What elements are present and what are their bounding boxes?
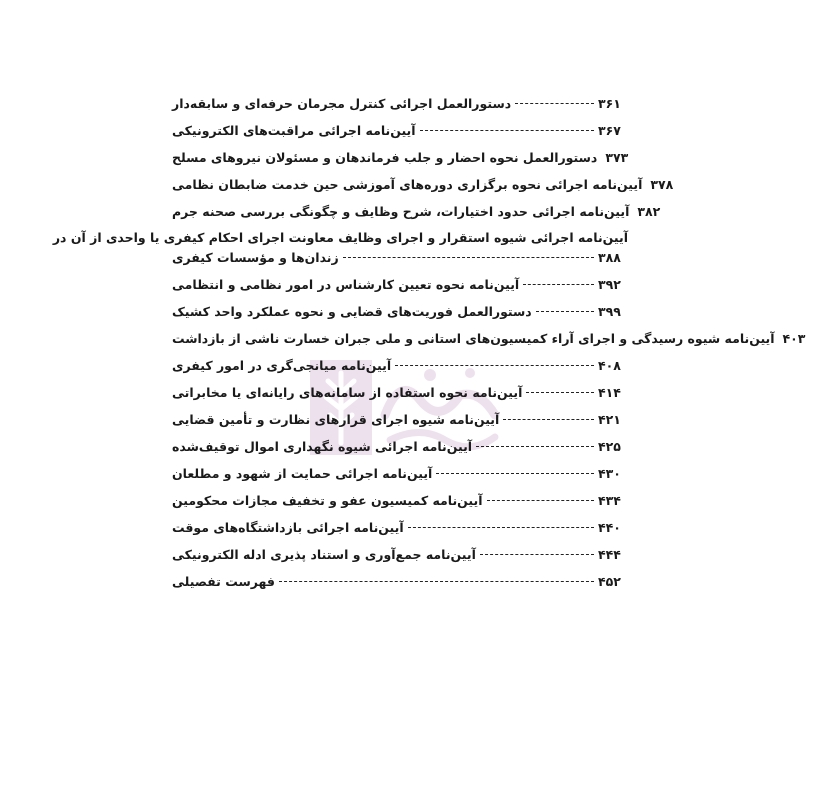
toc-entry-page: ۴۰۸ — [598, 357, 621, 373]
toc-entry-title: آیین‌نامه شیوه اجرای قرارهای نظارت و تأمین قضایی — [172, 411, 500, 427]
toc-entry-title: آیین‌نامه نحوه تعیین کارشناس در امور نظامی و انتظامی — [172, 276, 520, 292]
toc-entry-title: آیین‌نامه اجرائی بازداشتگاه‌های موقت — [172, 519, 404, 535]
dot-leader — [503, 419, 594, 420]
dot-leader — [526, 392, 594, 393]
toc-entry-title: آیین‌نامه اجرائی حمایت از شهود و مطلعان — [172, 465, 433, 481]
toc-entry[interactable] — [172, 352, 628, 378]
toc-entry[interactable] — [172, 198, 661, 224]
toc-entry-title: فهرست تفصیلی — [172, 573, 275, 589]
dot-leader — [279, 581, 594, 582]
toc-entry[interactable] — [172, 171, 674, 197]
dot-leader — [420, 130, 594, 131]
toc-entry-page: ۴۰۳ — [782, 330, 806, 346]
toc-entry-page: ۳۸۲ — [637, 203, 661, 219]
dot-leader — [480, 554, 594, 555]
toc-entry[interactable] — [172, 117, 628, 143]
toc-entry-page: ۳۹۹ — [598, 303, 621, 319]
toc-entry-title-continued: زندان‌ها و مؤسسات کیفری — [172, 249, 339, 265]
toc-entry[interactable] — [172, 271, 628, 297]
toc-entry[interactable] — [172, 460, 628, 486]
dot-leader — [476, 446, 594, 447]
toc-entry-page: ۴۱۴ — [598, 384, 621, 400]
toc-entry[interactable] — [172, 406, 628, 432]
toc-entry-page: ۳۶۱ — [598, 95, 621, 111]
toc-entry[interactable] — [172, 244, 628, 270]
toc-entry-title: دستورالعمل اجرائی کنترل مجرمان حرفه‌ای و سابقه‌دار — [172, 95, 512, 111]
dot-leader — [343, 257, 594, 258]
toc-entry[interactable] — [172, 541, 628, 567]
toc-entry-page: ۳۶۷ — [598, 122, 621, 138]
toc-entry[interactable] — [172, 298, 628, 324]
toc-entry-title: دستورالعمل نحوه احضار و جلب فرماندهان و مسئولان نیروهای مسلح — [172, 149, 598, 165]
dot-leader — [487, 500, 595, 501]
toc-entry[interactable] — [172, 144, 628, 170]
toc-entry-title: آیین‌نامه میانجی‌گری در امور کیفری — [172, 357, 392, 373]
toc-entry-title: دستورالعمل فوریت‌های قضایی و نحوه عملکرد واحد کشیک — [172, 303, 532, 319]
toc-entry-title: آیین‌نامه شیوه رسیدگی و اجرای آراء کمیسیون‌های استانی و ملی جبران خسارت ناشی از بازداشت — [172, 330, 775, 346]
toc-entry-page: ۴۳۰ — [598, 465, 621, 481]
toc-entry-title: آیین‌نامه نحوه استفاده از سامانه‌های رایانه‌ای یا مخابراتی — [172, 384, 523, 400]
toc-entry[interactable] — [172, 325, 806, 351]
toc-entry-page: ۳۷۳ — [605, 149, 629, 165]
toc-entry-page: ۴۴۰ — [598, 519, 621, 535]
toc-entry-title: آیین‌نامه اجرائی مراقبت‌های الکترونیکی — [172, 122, 416, 138]
toc-entry-page: ۴۲۱ — [598, 411, 621, 427]
dot-leader — [536, 311, 594, 312]
toc-entry-title: آیین‌نامه اجرائی نحوه برگزاری دوره‌های آموزشی حین خدمت ضابطان نظامی — [172, 176, 643, 192]
toc-entry-page: ۳۷۸ — [650, 176, 674, 192]
toc-entry-page: ۴۳۴ — [598, 492, 621, 508]
toc-entry-page: ۴۵۲ — [598, 573, 621, 589]
toc-entry-page: ۴۴۴ — [598, 546, 621, 562]
dot-leader — [523, 284, 594, 285]
toc-entry[interactable] — [172, 433, 628, 459]
dot-leader — [515, 103, 594, 104]
toc-entry-title: آیین‌نامه جمع‌آوری و استناد پذیری ادله الکترونیکی — [172, 546, 476, 562]
toc-entry-title: آیین‌نامه کمیسیون عفو و تخفیف مجازات محکومین — [172, 492, 483, 508]
toc-entry-page: ۳۹۲ — [598, 276, 621, 292]
toc-entry[interactable] — [172, 90, 628, 116]
toc-entry[interactable] — [172, 514, 628, 540]
toc-entry[interactable] — [172, 568, 628, 594]
toc-entry[interactable] — [172, 487, 628, 513]
toc-entry-title: آیین‌نامه اجرائی شیوه نگهداری اموال توقیف‌شده — [172, 438, 473, 454]
toc-entry[interactable] — [172, 379, 628, 405]
dot-leader — [436, 473, 594, 474]
toc-entry-title: آیین‌نامه اجرائی حدود اختیارات، شرح وظایف و چگونگی بررسی صحنه جرم — [172, 203, 630, 219]
toc-entry-page: ۴۲۵ — [598, 438, 621, 454]
toc-entry-page: ۳۸۸ — [598, 249, 621, 265]
dot-leader — [395, 365, 594, 366]
dot-leader — [408, 527, 594, 528]
toc-entry-title: آیین‌نامه اجرائی شیوه استقرار و اجرای وظایف معاونت اجرای احکام کیفری یا واحدی از آن در — [52, 229, 628, 245]
